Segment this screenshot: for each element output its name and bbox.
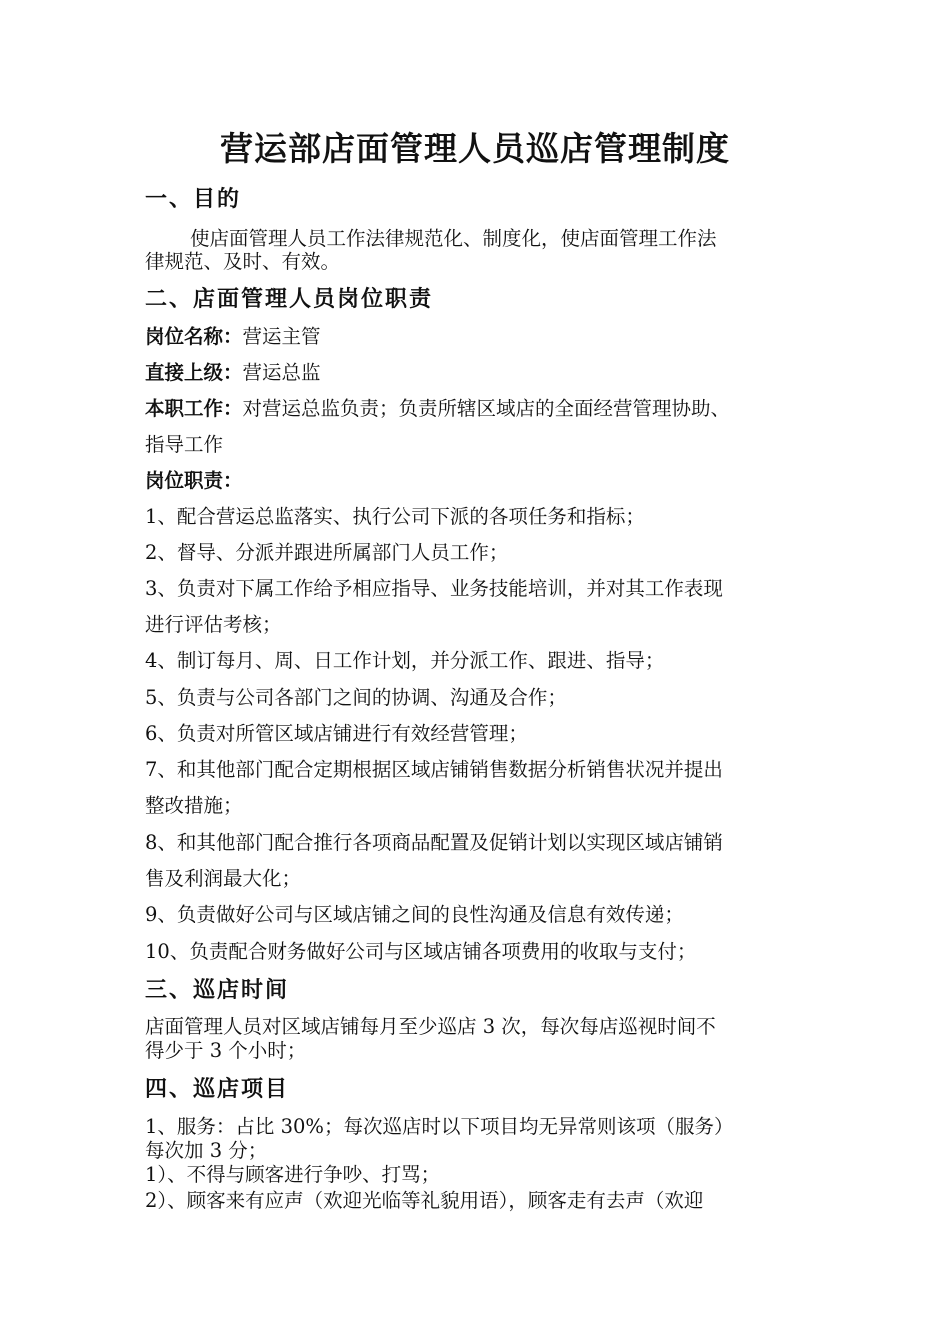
duty-item: 进行评估考核；	[145, 613, 282, 636]
work-row	[145, 397, 730, 421]
paragraph-line: 2）、顾客来有应声（欢迎光临等礼貌用语），顾客走有去声（欢迎	[145, 1189, 704, 1212]
paragraph-line: 使店面管理人员工作法律规范化、制度化，使店面管理工作法	[190, 227, 717, 250]
position-label: 岗位名称：	[145, 325, 243, 348]
paragraph-line: 每次加 3 分；	[145, 1139, 268, 1162]
document-title: 营运部店面管理人员巡店管理制度	[220, 129, 730, 168]
section-heading-purpose: 一、目的	[145, 186, 242, 212]
position-row	[145, 325, 321, 349]
duty-item: 6、负责对所管区域店铺进行有效经营管理；	[145, 722, 528, 745]
duty-item: 4、制订每月、周、日工作计划，并分派工作、跟进、指导；	[145, 649, 665, 672]
duty-item: 2、督导、分派并跟进所属部门人员工作；	[145, 541, 509, 564]
work-value-continued: 指导工作	[145, 433, 224, 456]
section-heading-items: 四、巡店项目	[145, 1076, 290, 1102]
duty-item: 整改措施；	[145, 794, 243, 817]
duty-item: 10、负责配合财务做好公司与区域店铺各项费用的收取与支付；	[145, 940, 697, 963]
superior-label: 直接上级：	[145, 361, 243, 384]
paragraph-line: 1）、不得与顾客进行争吵、打骂；	[145, 1163, 441, 1186]
duty-item: 售及利润最大化；	[145, 867, 302, 890]
duty-item: 1、配合营运总监落实、执行公司下派的各项任务和指标；	[145, 505, 645, 528]
duty-item: 9、负责做好公司与区域店铺之间的良性沟通及信息有效传递；	[145, 903, 684, 926]
duty-item: 5、负责与公司各部门之间的协调、沟通及合作；	[145, 686, 567, 709]
section-heading-time: 三、巡店时间	[145, 977, 290, 1003]
section-heading-duties: 二、店面管理人员岗位职责	[145, 286, 434, 312]
paragraph-line: 1、服务：占比 30%；每次巡店时以下项目均无异常则该项（服务）	[145, 1115, 734, 1138]
paragraph-line: 得少于 3 个小时；	[145, 1039, 307, 1062]
paragraph-line: 律规范、及时、有效。	[145, 250, 341, 273]
paragraph-line: 店面管理人员对区域店铺每月至少巡店 3 次，每次每店巡视时间不	[145, 1015, 716, 1038]
position-value: 营运主管	[242, 325, 321, 348]
duty-item: 7、和其他部门配合定期根据区域店铺销售数据分析销售状况并提出	[145, 758, 723, 781]
duty-item: 3、负责对下属工作给予相应指导、业务技能培训，并对其工作表现	[145, 577, 723, 600]
duty-item: 8、和其他部门配合推行各项商品配置及促销计划以实现区域店铺销	[145, 831, 723, 854]
superior-row	[145, 361, 321, 385]
superior-value: 营运总监	[242, 361, 321, 384]
work-value: 对营运总监负责；负责所辖区域店的全面经营管理协助、	[242, 397, 731, 420]
work-label: 本职工作：	[145, 397, 243, 420]
duties-label: 岗位职责：	[145, 469, 243, 492]
